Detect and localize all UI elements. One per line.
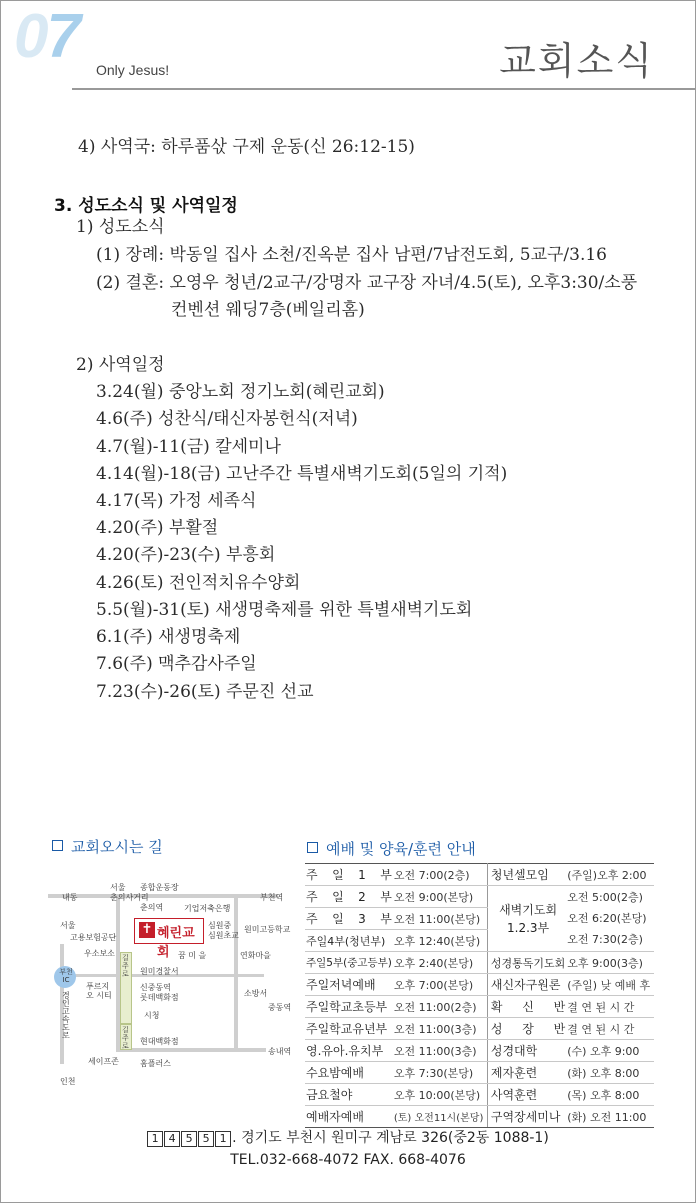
map-label: 중동역 — [268, 1003, 292, 1012]
church-phone: TEL.032-668-4072 FAX. 668-4076 — [230, 1152, 466, 1168]
zip-digit: 1 — [147, 1131, 163, 1147]
table-row: 금요철야 오후 10:00(본당) 사역훈련 (목) 오후 8:00 — [305, 1084, 654, 1106]
schedule-item: 6.1(주) 새생명축제 — [96, 627, 241, 647]
table-row: 주일5부(중고등부) 오후 2:40(본당) 성경통독기도회 오후 9:00(3층) — [305, 952, 654, 974]
map-heading: 교회오시는 길 — [52, 836, 163, 857]
map-label: 송내역 — [268, 1047, 292, 1056]
map-label: 서울 — [110, 883, 126, 892]
map-label: 기업저축은행 — [184, 904, 231, 913]
table-row: 주일저녁예배 오후 7:00(본당) 새신자구원론 (주일) 낮 예배 후 — [305, 974, 654, 996]
map-label: 내동 — [62, 893, 78, 902]
map-label: 원미고등학교 — [244, 925, 291, 934]
square-bullet-icon — [307, 842, 318, 853]
schedule-item: 4.14(월)-18(금) 고난주간 특별새벽기도회(5일의 기적) — [96, 464, 508, 484]
directions-map — [48, 868, 300, 1090]
schedule-item: 4.17(목) 가정 세족식 — [96, 491, 257, 511]
news-item: (1) 장례: 박동일 집사 소천/진옥분 집사 남편/7남전도회, 5교구/3.16 — [96, 245, 607, 265]
map-label: 푸르지오 시티 — [86, 982, 112, 1000]
table-row: 주 일 3 부 오전 11:00(본당) — [305, 908, 654, 930]
map-label: 인천 — [60, 1077, 76, 1086]
map-label: 현대백화점 — [140, 1037, 179, 1046]
page-number: 07 — [14, 2, 79, 71]
map-label: 롯데백화점 — [140, 993, 179, 1002]
schedule-item: 4.7(월)-11(금) 칼세미나 — [96, 437, 281, 457]
table-row: 주일학교유년부 오전 11:00(3층) 성 장 반 결 연 된 시 간 — [305, 1018, 654, 1040]
map-label: 연화마을 — [240, 951, 271, 960]
map-label: 종합운동장 — [140, 883, 179, 892]
map-label: 시청 — [144, 1011, 160, 1020]
map-road — [48, 894, 278, 898]
map-label: 길주로 — [122, 954, 129, 978]
subsection-heading: 1) 성도소식 — [76, 217, 165, 237]
cross-icon: ✝ — [139, 922, 155, 938]
table-row: 예배자예배 (토) 오전11시(본당) 구역장세미나 (화) 오전 11:00 — [305, 1106, 654, 1128]
schedule-item: 3.24(월) 중앙노회 정기노회(혜린교회) — [96, 382, 385, 402]
schedule-item: 4.20(주) 부활절 — [96, 518, 219, 538]
table-row: 주일4부(청년부) 오후 12:40(본당) — [305, 930, 654, 952]
zip-digit: 4 — [164, 1131, 180, 1147]
schedule-item: 5.5(월)-31(토) 새생명축제를 위한 특별새벽기도회 — [96, 600, 473, 620]
news-item: (2) 결혼: 오영우 청년/2교구/강명자 교구장 자녀/4.5(토), 오후3:30/소풍 — [96, 273, 638, 293]
header-divider — [72, 88, 696, 90]
map-label: 소방서 — [244, 989, 268, 998]
section-heading: 3. 성도소식 및 사역일정 — [54, 196, 238, 216]
map-label: 길주로 — [122, 1026, 129, 1050]
news-item-cont: 컨벤션 웨딩7층(베일리홈) — [171, 300, 365, 320]
table-row: 수요밤예배 오후 7:30(본당) 제자훈련 (화) 오후 8:00 — [305, 1062, 654, 1084]
square-bullet-icon — [52, 840, 63, 851]
map-label: 경인고속도로 — [62, 991, 70, 1040]
map-label: 부천역 — [260, 893, 284, 902]
map-road — [116, 1048, 266, 1052]
map-label: 심원중 — [208, 921, 232, 930]
map-label: 세이프존 — [88, 1057, 119, 1066]
table-row: 주일학교초등부 오전 11:00(2층) 확 신 반 결 연 된 시 간 — [305, 996, 654, 1018]
map-label: 고용보험공단 — [70, 933, 117, 942]
table-row: 주 일 1 부 오전 7:00(2층) 청년셀모임 (주일)오후 2:00 — [305, 864, 654, 886]
subsection-heading: 2) 사역일정 — [76, 355, 165, 375]
table-row: 영.유아.유치부 오전 11:00(3층) 성경대학 (수) 오후 9:00 — [305, 1040, 654, 1062]
church-name: 혜린교회 — [157, 926, 195, 960]
schedule-item: 7.6(주) 맥추감사주일 — [96, 654, 257, 674]
zip-digit: 1 — [215, 1131, 231, 1147]
zip-digit: 5 — [181, 1131, 197, 1147]
header-tagline: Only Jesus! — [96, 62, 170, 78]
map-label: 신중동역 — [140, 983, 171, 992]
zip-digit: 5 — [198, 1131, 214, 1147]
table-row: 주 일 2 부 오전 9:00(본당) 새벽기도회 1.2.3부 오전 5:00(2층) 오전 6:20(본당) 오전 7:30(2층) — [305, 886, 654, 908]
schedule-item: 7.23(수)-26(토) 주문진 선교 — [96, 682, 314, 702]
map-label: 부천 IC — [59, 968, 73, 984]
page-title: 교회소식 — [499, 39, 654, 83]
worship-heading: 예배 및 양육/훈련 안내 — [307, 838, 476, 859]
schedule-item: 4.6(주) 성찬식/태신자봉헌식(저녁) — [96, 409, 358, 429]
church-address — [0, 1127, 696, 1147]
address-text: . 경기도 부천시 원미구 계남로 326(중2동 1088-1) — [232, 1130, 549, 1146]
map-label: 춘의사거리 — [110, 893, 149, 902]
map-label: 우소보소 — [84, 949, 115, 958]
map-label: 춘의역 — [140, 903, 164, 912]
map-label: 서울 — [60, 921, 76, 930]
map-label: 꿈 미 을 — [178, 951, 207, 960]
map-label: 심원초교 — [208, 931, 239, 940]
map-label: 원미경찰서 — [140, 967, 179, 976]
worship-table — [305, 863, 654, 1128]
map-label: 홈플러스 — [140, 1059, 171, 1068]
schedule-item: 4.26(토) 전인적치유수양회 — [96, 573, 301, 593]
schedule-item: 4.20(주)-23(수) 부흥회 — [96, 545, 276, 565]
ministry-line: 4) 사역국: 하루품삯 구제 운동(신 26:12-15) — [78, 137, 415, 157]
map-road — [234, 898, 238, 1048]
